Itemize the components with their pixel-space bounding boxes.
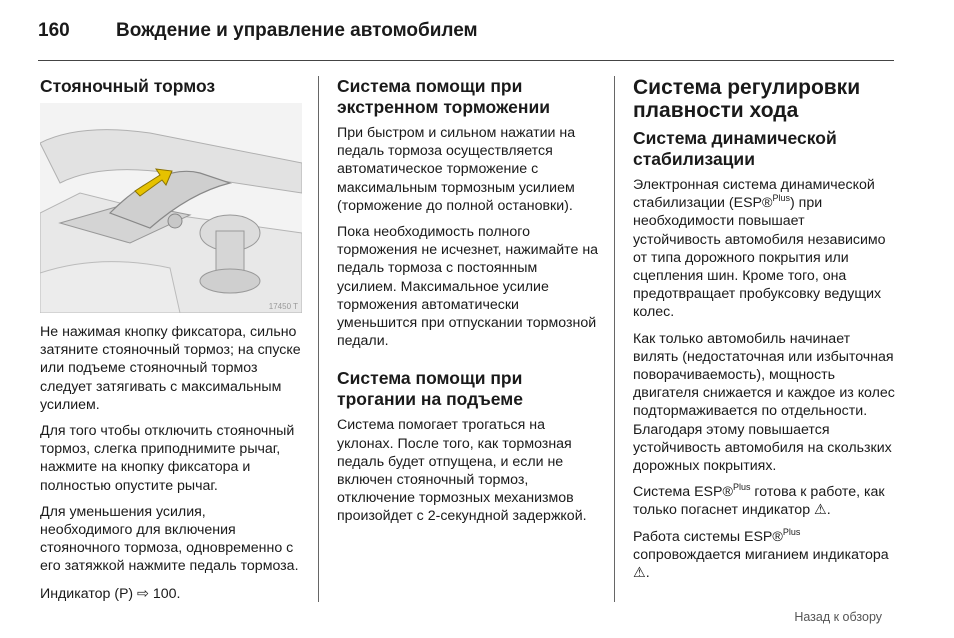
page-title: Вождение и управление автомобилем	[116, 20, 478, 41]
page-reference-link[interactable]: 100.	[152, 585, 181, 602]
esp-indicator-icon: ⚠	[633, 565, 646, 582]
section-heading: Система динамической стабилизации	[633, 128, 837, 169]
paragraph: Не нажимая кнопку фиксатора, сильно затяните стояночный тормоз; на спуске или подъеме стояночный тормоз следует затягивать с максимальным усилием.	[40, 324, 301, 413]
paragraph: Пока необходимость полного торможения не исчезнет, нажимайте на педаль тормоза с постоянным усилием. Максимальное усилие торможения автоматически уменьшится при отпускании тормозной педали.	[337, 224, 599, 350]
paragraph: Работа системы ESP®$^{Plus}$ сопровождается миганием индикатора ⚠.	[633, 526, 889, 582]
parking-brake-illustration	[40, 103, 302, 313]
esp-indicator-icon: ⚠	[814, 502, 827, 519]
indicator-reference: Индикатор (P) ⇨ 100.	[40, 584, 181, 602]
section-main-heading: Система регулировки плавности хода	[633, 76, 861, 122]
header-rule	[38, 60, 894, 61]
parking-brake-indicator-icon: (P)	[114, 584, 134, 601]
figure-label: 17450 T	[268, 302, 298, 311]
column-divider	[318, 76, 319, 602]
section-heading: Стояночный тормоз	[40, 76, 216, 96]
section-heading: Система помощи при экстренном торможении	[337, 76, 550, 117]
arrow-icon: ⇨	[137, 585, 149, 602]
brake-assist-section	[337, 76, 599, 534]
section-heading: Система помощи при трогании на подъеме	[337, 368, 523, 410]
paragraph: При быстром и сильном нажатии на педаль тормоза осуществляется автоматическое торможение с максимальным тормозным усилием (торможение до полной остановки).	[337, 125, 576, 214]
paragraph: Система ESP®$^{Plus}$ готова к работе, как только погаснет индикатор ⚠.	[633, 482, 885, 519]
paragraph: Электронная система динамической стабилизации (ESP®$^{Plus}$) при необходимости повышает устойчивость автомобиля независимо от типа дорожного покрытия или сцепления шин. Кроме того, она предотвращает пробуксовку ведущих колес.	[633, 177, 886, 321]
page-header	[38, 20, 894, 44]
paragraph: Для того чтобы отключить стояночный тормоз, слегка приподнимите рычаг, нажмите на кнопку фиксатора и полностью опустите рычаг.	[40, 423, 295, 494]
ride-control-section	[633, 76, 895, 590]
paragraph: Как только автомобиль начинает вилять (недостаточная или избыточная поворачиваемость), мощность двигателя снижается и каждое из колес подтормаживается по отдельности. Благодаря этому повышается устойчивость автомобиля на скользких дорожных покрытиях.	[633, 330, 895, 475]
column-divider	[614, 76, 615, 602]
parking-brake-drawing	[40, 103, 302, 313]
page-number: 160	[38, 20, 70, 41]
parking-brake-section	[40, 76, 302, 611]
back-to-overview-link[interactable]: Назад к обзору	[794, 610, 882, 624]
paragraph: Система помогает трогаться на уклонах. После того, как тормозная педаль будет отпущена, и если не включен стояночный тормоз, отключение тормозных механизмов произойдет с 2-секундной задержкой.	[337, 417, 587, 525]
paragraph: Для уменьшения усилия, необходимого для включения стояночного тормоза, одновременно с его затяжкой нажмите педаль тормоза.	[40, 503, 299, 575]
